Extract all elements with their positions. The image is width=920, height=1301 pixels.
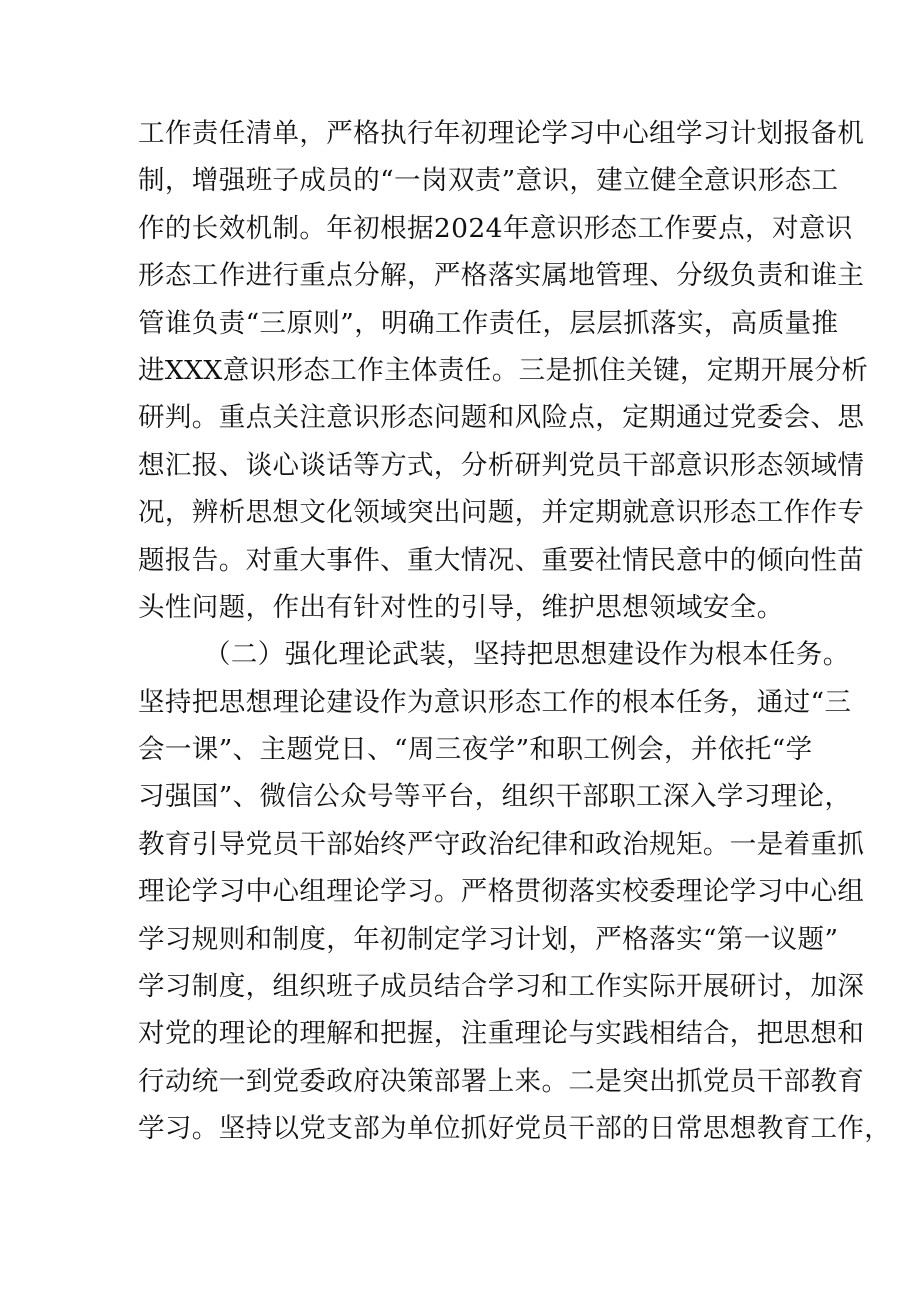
text-line: 坚持把思想理论建设作为意识形态工作的根本任务，通过“三 bbox=[138, 686, 852, 718]
text-line: 制，增强班子成员的“一岗双责”意识，建立健全意识形态工 bbox=[138, 165, 839, 197]
text-line: 想汇报、谈心谈话等方式，分析研判党员干部意识形态领域情 bbox=[138, 449, 865, 481]
text-line: 会一课”、主题党日、“周三夜学”和职工例会，并依托“学 bbox=[138, 734, 813, 766]
text-line: 研判。重点关注意识形态问题和风险点，定期通过党委会、思 bbox=[138, 402, 865, 434]
text-line: 学习规则和制度，年初制定学习计划，严格落实“第一议题” bbox=[138, 923, 839, 955]
text-line: 理论学习中心组理论学习。严格贯彻落实校委理论学习中心组 bbox=[138, 876, 865, 908]
text-line: 况，辨析思想文化领域突出问题，并定期就意识形态工作作专 bbox=[138, 497, 865, 529]
text-line: 管谁负责“三原则”，明确工作责任，层层抓落实，高质量推 bbox=[138, 307, 839, 339]
text-line: 教育引导党员干部始终严守政治纪律和政治规矩。一是着重抓 bbox=[138, 828, 865, 860]
section-heading: （二）强化理论武装，坚持把思想建设作为根本任务。 bbox=[204, 639, 850, 671]
text-line: 头性问题，作出有针对性的引导，维护思想领域安全。 bbox=[138, 591, 784, 623]
text-line: 学习。坚持以党支部为单位抓好党员干部的日常思想教育工作， bbox=[138, 1113, 892, 1145]
text-line: 行动统一到党委政府决策部署上来。二是突出抓党员干部教育 bbox=[138, 1065, 865, 1097]
text-line: 工作责任清单，严格执行年初理论学习中心组学习计划报备机 bbox=[138, 118, 865, 149]
body-text bbox=[138, 110, 892, 1153]
text-line: 对党的理论的理解和把握，注重理论与实践相结合，把思想和 bbox=[138, 1018, 865, 1050]
text-line: 形态工作进行重点分解，严格落实属地管理、分级负责和谁主 bbox=[138, 260, 865, 292]
text-line: 作的长效机制。年初根据2024年意识形态工作要点，对意识 bbox=[138, 212, 853, 244]
text-line: 学习制度，组织班子成员结合学习和工作实际开展研讨，加深 bbox=[138, 971, 865, 1003]
text-line: 进XXX意识形态工作主体责任。三是抓住关键，定期开展分析 bbox=[138, 354, 869, 386]
text-line: 题报告。对重大事件、重大情况、重要社情民意中的倾向性苗 bbox=[138, 544, 865, 576]
text-line: 习强国”、微信公众号等平台，组织干部职工深入学习理论， bbox=[138, 781, 852, 813]
